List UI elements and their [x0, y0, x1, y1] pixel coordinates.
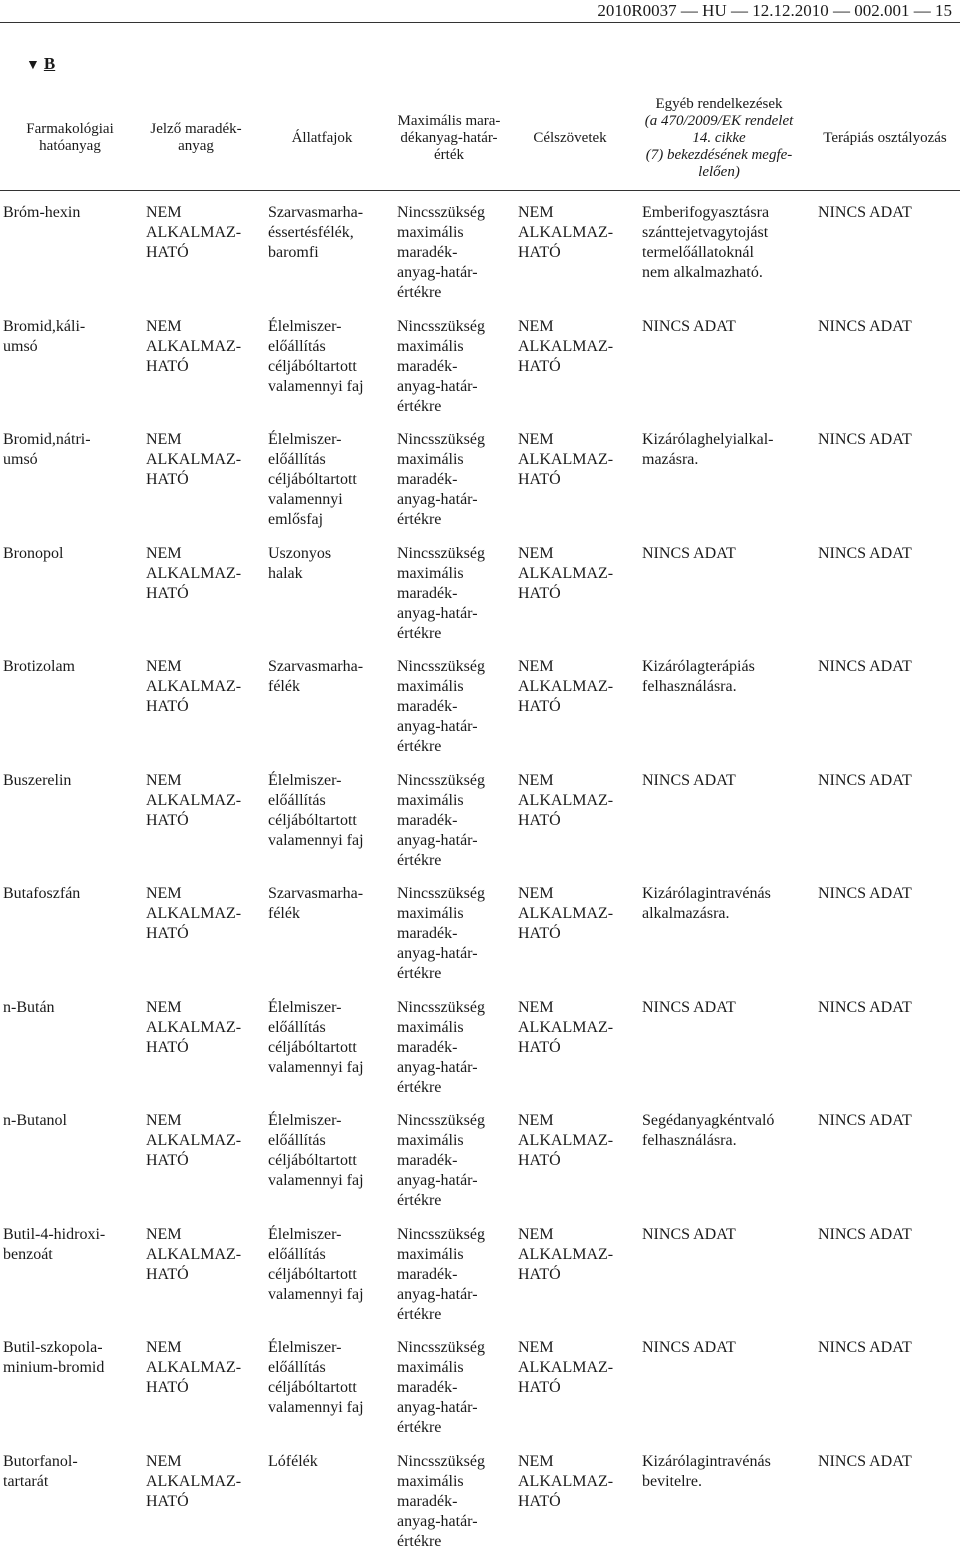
provisions-cell: NINCS ADAT — [642, 772, 736, 789]
classification-cell: NINCS ADAT — [818, 1339, 912, 1356]
classification-cell: NINCS ADAT — [818, 1226, 912, 1243]
classification-cell: NINCS ADAT — [818, 1112, 912, 1129]
species-cell: Szarvasmarha- félék — [268, 885, 364, 922]
substance-cell: n-Butanol — [3, 1112, 67, 1129]
marker-residue-cell: NEM ALKALMAZ- HATÓ — [146, 1339, 242, 1396]
species-cell: Élelmiszer- előállítás céljábóltartott valamennyi faj — [268, 1112, 364, 1189]
target-tissue-cell: NEM ALKALMAZ- HATÓ — [518, 885, 614, 942]
table-header — [0, 86, 960, 191]
marker-residue-cell: NEM ALKALMAZ- HATÓ — [146, 204, 242, 261]
target-tissue-cell: NEM ALKALMAZ- HATÓ — [518, 1339, 614, 1396]
classification-cell: NINCS ADAT — [818, 658, 912, 675]
provisions-cell: Segédanyagkéntvaló felhasználásra. — [642, 1112, 775, 1149]
col-header-substance: Farmakológiai hatóanyag — [26, 121, 114, 154]
species-cell: Lófélék — [268, 1453, 318, 1470]
page-header — [0, 0, 960, 23]
species-cell: Élelmiszer- előállítás céljábóltartott valamennyi faj — [268, 999, 364, 1076]
species-cell: Élelmiszer- előállítás céljábóltartott valamennyi faj — [268, 772, 364, 849]
mrl-cell: Nincsszükség maximális maradék- anyag-határ- értékre — [397, 1339, 485, 1436]
classification-cell: NINCS ADAT — [818, 999, 912, 1016]
marker-residue-cell: NEM ALKALMAZ- HATÓ — [146, 772, 242, 829]
substance-cell: Bróm-hexin — [3, 204, 81, 221]
mrl-cell: Nincsszükség maximális maradék- anyag-határ- értékre — [397, 545, 485, 642]
mrl-cell: Nincsszükség maximális maradék- anyag-határ- értékre — [397, 204, 485, 301]
target-tissue-cell: NEM ALKALMAZ- HATÓ — [518, 318, 614, 375]
marker-residue-cell: NEM ALKALMAZ- HATÓ — [146, 545, 242, 602]
mrl-cell: Nincsszükség maximális maradék- anyag-határ- értékre — [397, 1453, 485, 1550]
target-tissue-cell: NEM ALKALMAZ- HATÓ — [518, 1453, 614, 1510]
substance-cell: Butafoszfán — [3, 885, 81, 902]
mrl-cell: Nincsszükség maximális maradék- anyag-határ- értékre — [397, 1226, 485, 1323]
species-cell: Szarvasmarha- éssertésfélék, baromfi — [268, 204, 364, 261]
target-tissue-cell: NEM ALKALMAZ- HATÓ — [518, 1112, 614, 1169]
mrl-cell: Nincsszükség maximális maradék- anyag-határ- értékre — [397, 772, 485, 869]
provisions-cell: NINCS ADAT — [642, 999, 736, 1016]
substance-cell: Butil-szkopola- minium-bromid — [3, 1339, 105, 1376]
col-header-classification: Terápiás osztályozás — [823, 129, 947, 146]
provisions-cell: Kizárólagterápiás felhasználásra. — [642, 658, 755, 695]
provisions-cell: NINCS ADAT — [642, 1339, 736, 1356]
document-reference: 2010R0037 — HU — 12.12.2010 — 002.001 — 15 — [597, 1, 952, 20]
amendment-marker — [26, 54, 55, 76]
target-tissue-cell: NEM ALKALMAZ- HATÓ — [518, 1226, 614, 1283]
mrl-cell: Nincsszükség maximális maradék- anyag-határ- értékre — [397, 431, 485, 528]
col-header-mrl: Maximális mara- dékanyag-határ- érték — [397, 112, 501, 163]
species-cell: Élelmiszer- előállítás céljábóltartott valamennyi faj — [268, 1226, 364, 1303]
amendment-letter: B — [43, 54, 56, 73]
classification-cell: NINCS ADAT — [818, 431, 912, 448]
provisions-cell: Kizárólagintravénás alkalmazásra. — [642, 885, 771, 922]
classification-cell: NINCS ADAT — [818, 772, 912, 789]
classification-cell: NINCS ADAT — [818, 318, 912, 335]
marker-residue-cell: NEM ALKALMAZ- HATÓ — [146, 318, 242, 375]
species-cell: Szarvasmarha- félék — [268, 658, 364, 695]
mrl-cell: Nincsszükség maximális maradék- anyag-határ- értékre — [397, 658, 485, 755]
target-tissue-cell: NEM ALKALMAZ- HATÓ — [518, 772, 614, 829]
marker-residue-cell: NEM ALKALMAZ- HATÓ — [146, 1453, 242, 1510]
species-cell: Uszonyos halak — [268, 545, 332, 582]
species-cell: Élelmiszer- előállítás céljábóltartott valamennyi emlősfaj — [268, 431, 357, 528]
col-header-provisions: Egyéb rendelkezések (a 470/2009/EK rendelet 14. cikke (7) bekezdésének megfe- lelően) — [644, 95, 794, 180]
target-tissue-cell: NEM ALKALMAZ- HATÓ — [518, 999, 614, 1056]
mrl-cell: Nincsszükség maximális maradék- anyag-határ- értékre — [397, 1112, 485, 1209]
marker-residue-cell: NEM ALKALMAZ- HATÓ — [146, 658, 242, 715]
provisions-cell: Kizárólagintravénás bevitelre. — [642, 1453, 771, 1490]
classification-cell: NINCS ADAT — [818, 204, 912, 221]
col-header-target-tissues: Célszövetek — [533, 129, 607, 146]
substance-cell: n-Bután — [3, 999, 55, 1016]
provisions-cell: NINCS ADAT — [642, 545, 736, 562]
provisions-cell: Kizárólaghelyialkal- mazásra. — [642, 431, 774, 468]
substance-cell: Bronopol — [3, 545, 64, 562]
provisions-cell: NINCS ADAT — [642, 318, 736, 335]
substance-cell: Butorfanol- tartarát — [3, 1453, 78, 1490]
species-cell: Élelmiszer- előállítás céljábóltartott valamennyi faj — [268, 318, 364, 395]
triangle-down-icon: ▼ — [26, 58, 40, 73]
marker-residue-cell: NEM ALKALMAZ- HATÓ — [146, 431, 242, 488]
substance-cell: Butil-4-hidroxi- benzoát — [3, 1226, 106, 1263]
target-tissue-cell: NEM ALKALMAZ- HATÓ — [518, 658, 614, 715]
classification-cell: NINCS ADAT — [818, 1453, 912, 1470]
substance-cell: Bromid,nátri- umsó — [3, 431, 91, 468]
mrl-cell: Nincsszükség maximális maradék- anyag-határ- értékre — [397, 999, 485, 1096]
classification-cell: NINCS ADAT — [818, 545, 912, 562]
target-tissue-cell: NEM ALKALMAZ- HATÓ — [518, 204, 614, 261]
marker-residue-cell: NEM ALKALMAZ- HATÓ — [146, 1226, 242, 1283]
col-header-marker-residue: Jelző maradék- anyag — [150, 121, 242, 154]
mrl-cell: Nincsszükség maximális maradék- anyag-határ- értékre — [397, 318, 485, 415]
mrl-cell: Nincsszükség maximális maradék- anyag-határ- értékre — [397, 885, 485, 982]
col-header-species: Állatfajok — [291, 129, 353, 146]
target-tissue-cell: NEM ALKALMAZ- HATÓ — [518, 545, 614, 602]
substance-cell: Brotizolam — [3, 658, 75, 675]
provisions-cell: NINCS ADAT — [642, 1226, 736, 1243]
classification-cell: NINCS ADAT — [818, 885, 912, 902]
marker-residue-cell: NEM ALKALMAZ- HATÓ — [146, 1112, 242, 1169]
target-tissue-cell: NEM ALKALMAZ- HATÓ — [518, 431, 614, 488]
marker-residue-cell: NEM ALKALMAZ- HATÓ — [146, 885, 242, 942]
species-cell: Élelmiszer- előállítás céljábóltartott valamennyi faj — [268, 1339, 364, 1416]
marker-residue-cell: NEM ALKALMAZ- HATÓ — [146, 999, 242, 1056]
substance-cell: Buszerelin — [3, 772, 72, 789]
provisions-cell: Emberifogyasztásra szánttejetvagytojást termelőállatoknál nem alkalmazható. — [642, 204, 770, 281]
substance-cell: Bromid,káli- umsó — [3, 318, 86, 355]
